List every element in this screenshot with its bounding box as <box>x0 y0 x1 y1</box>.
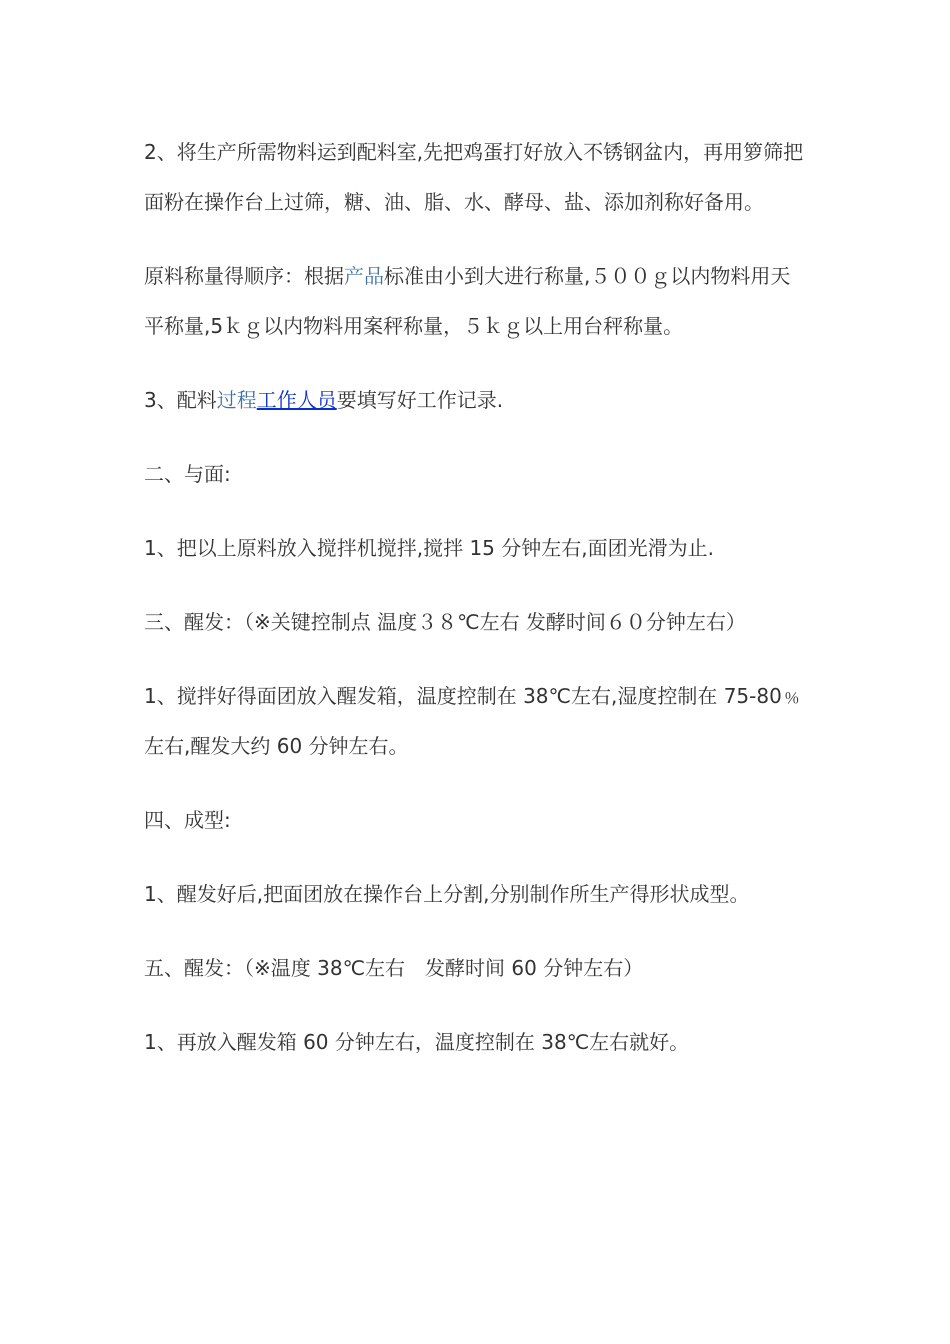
weighing-order-text-end: 标准由小到大进行称量,５００ｇ以内物料用天平称量,5ｋｇ以内物料用案秤称量，５ｋｇ以上用台秤称量。 <box>144 264 791 338</box>
paragraph-proofing-step: 1、搅拌好得面团放入醒发箱，温度控制在 38℃左右,湿度控制在 75-80﹪左右,醒发大约 60 分钟左右。 <box>144 684 802 758</box>
weighing-order-text-start: 原料称量得顺序：根据 <box>144 264 344 288</box>
work-record-text-start: 3、配料 <box>144 388 217 412</box>
section-heading-mixing: 二、与面: <box>144 462 231 486</box>
paragraph-weighing-order <box>144 251 810 351</box>
section-heading-second-proofing: 五、醒发：（※温度 38℃左右 发酵时间 60 分钟左右） <box>144 956 644 980</box>
paragraph-work-record <box>144 375 810 425</box>
staff-link[interactable]: 工作人员 <box>256 388 337 412</box>
section-heading-shaping: 四、成型: <box>144 808 231 832</box>
product-link[interactable]: 产品 <box>344 264 384 288</box>
document-body <box>144 127 810 1091</box>
process-link[interactable]: 过程 <box>216 388 257 412</box>
paragraph-material-prep: 2、将生产所需物料运到配料室,先把鸡蛋打好放入不锈钢盆内，再用箩筛把面粉在操作台上过筛，糖、油、脂、水、酵母、盐、添加剂称好备用。 <box>144 140 804 214</box>
section-heading-proofing: 三、醒发：（※关键控制点 温度３８℃左右 发酵时间６０分钟左右） <box>144 610 746 634</box>
paragraph-shaping-step: 1、醒发好后,把面团放在操作台上分割,分别制作所生产得形状成型。 <box>144 882 750 906</box>
paragraph-mixing-step: 1、把以上原料放入搅拌机搅拌,搅拌 15 分钟左右,面团光滑为止. <box>144 536 714 560</box>
paragraph-second-proofing-step: 1、再放入醒发箱 60 分钟左右，温度控制在 38℃左右就好。 <box>144 1030 690 1054</box>
work-record-text-end: 要填写好工作记录. <box>336 388 504 412</box>
